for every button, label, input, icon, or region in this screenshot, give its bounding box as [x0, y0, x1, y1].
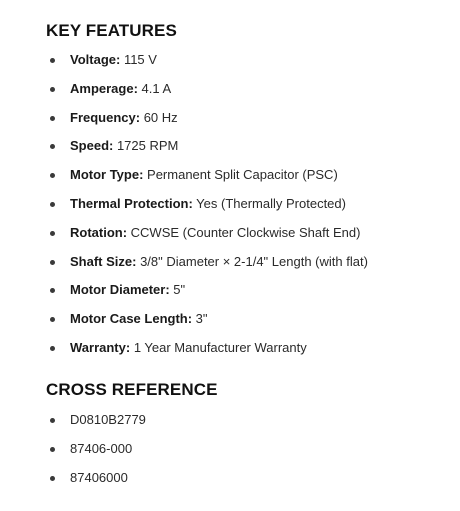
- bullet-icon: [50, 476, 55, 481]
- list-item: [46, 439, 146, 468]
- spec-label: Motor Diameter:: [70, 282, 170, 298]
- spec-value: 3/8" Diameter × 2-1/4" Length (with flat): [136, 253, 368, 269]
- bullet-icon: [50, 346, 55, 351]
- list-item: [46, 223, 368, 252]
- part-number: 87406000: [70, 469, 128, 485]
- list-item: [46, 338, 368, 367]
- bullet-icon: [50, 418, 55, 423]
- list-item: [46, 50, 368, 79]
- list-item: [46, 309, 368, 338]
- spec-label: Motor Type:: [70, 167, 144, 183]
- spec-label: Warranty:: [70, 339, 131, 355]
- spec-value: 1 Year Manufacturer Warranty: [130, 339, 307, 355]
- spec-label: Frequency:: [70, 109, 141, 125]
- cross-reference-heading: CROSS REFERENCE: [46, 380, 218, 399]
- spec-value: 4.1 A: [137, 80, 172, 96]
- bullet-icon: [50, 231, 55, 236]
- list-item: [46, 194, 368, 223]
- part-number: 87406-000: [70, 440, 133, 456]
- spec-value: CCWSE (Counter Clockwise Shaft End): [127, 224, 361, 240]
- cross-reference-list: [46, 410, 146, 496]
- list-item: [46, 468, 146, 497]
- list-item: [46, 79, 368, 108]
- spec-value: 5": [169, 282, 186, 298]
- bullet-icon: [50, 317, 55, 322]
- list-item: [46, 108, 368, 137]
- spec-value: 3": [192, 311, 208, 327]
- key-features-heading: KEY FEATURES: [46, 21, 177, 40]
- spec-label: Motor Case Length:: [70, 311, 193, 327]
- list-item: [46, 165, 368, 194]
- spec-label: Thermal Protection:: [70, 195, 193, 211]
- bullet-icon: [50, 173, 55, 178]
- bullet-icon: [50, 260, 55, 265]
- spec-label: Voltage:: [70, 52, 121, 67]
- bullet-icon: [50, 144, 55, 149]
- spec-value: 60 Hz: [140, 109, 178, 125]
- spec-label: Rotation:: [70, 224, 128, 240]
- spec-value: 1725 RPM: [113, 138, 179, 154]
- spec-value: Yes (Thermally Protected): [192, 195, 346, 211]
- list-item: [46, 280, 368, 309]
- bullet-icon: [50, 288, 55, 293]
- list-item: [46, 136, 368, 165]
- key-features-list: [46, 50, 368, 367]
- spec-label: Amperage:: [70, 80, 138, 96]
- list-item: [46, 252, 368, 281]
- spec-label: Speed:: [70, 138, 114, 154]
- spec-label: Shaft Size:: [70, 253, 137, 269]
- bullet-icon: [50, 58, 55, 63]
- bullet-icon: [50, 202, 55, 207]
- spec-value: Permanent Split Capacitor (PSC): [143, 167, 338, 183]
- spec-value: 115 V: [120, 52, 157, 67]
- bullet-icon: [50, 116, 55, 121]
- bullet-icon: [50, 87, 55, 92]
- bullet-icon: [50, 447, 55, 452]
- list-item: [46, 410, 146, 439]
- part-number: D0810B2779: [70, 412, 146, 427]
